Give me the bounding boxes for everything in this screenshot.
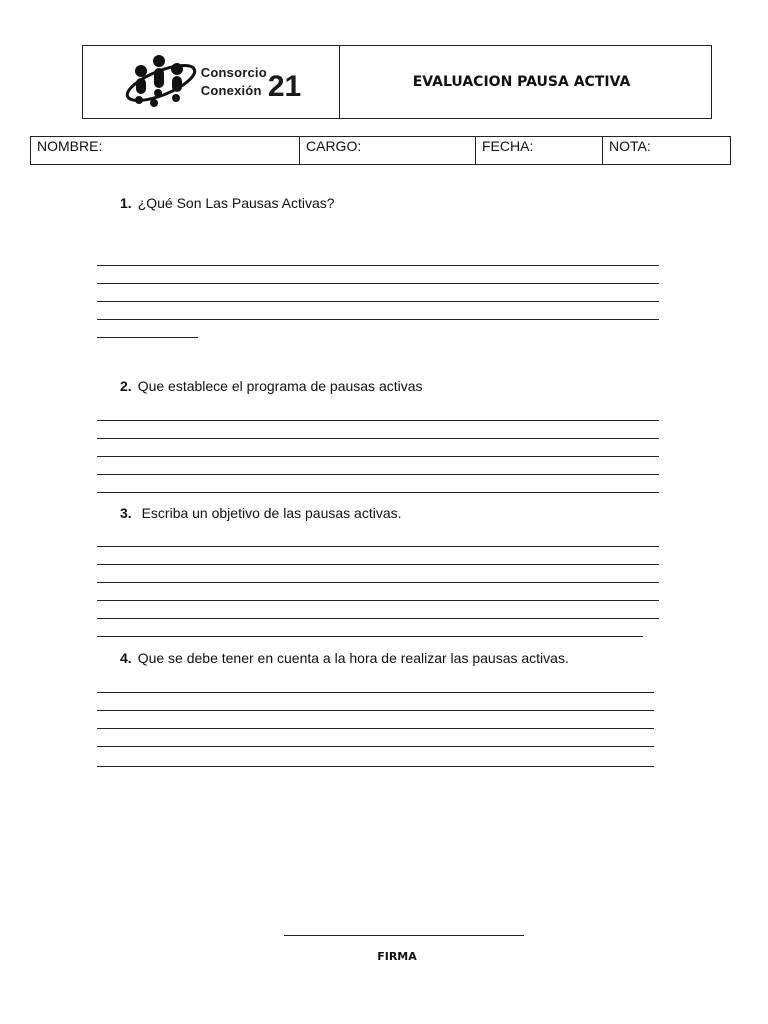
answer-line[interactable] [97,456,659,457]
question-number: 1. [120,195,132,211]
document-title: EVALUACION PAUSA ACTIVA [412,74,631,90]
answer-line[interactable] [97,766,654,767]
logo-text [201,64,267,100]
question-3 [120,505,402,521]
answer-line[interactable] [97,337,198,338]
fecha-field[interactable]: FECHA: [476,137,603,165]
answer-line[interactable] [97,319,659,320]
answer-line[interactable] [97,492,659,493]
header-box [82,45,712,119]
question-2 [120,378,423,394]
answer-line[interactable] [97,438,659,439]
info-table [30,136,731,165]
question-4 [120,650,569,666]
cargo-field[interactable]: CARGO: [300,137,476,165]
answer-line[interactable] [97,618,659,619]
answer-line[interactable] [97,420,659,421]
answer-line[interactable] [97,474,659,475]
nombre-field[interactable]: NOMBRE: [31,137,300,165]
answer-line[interactable] [97,582,659,583]
question-text: ¿Qué Son Las Pausas Activas? [137,195,335,211]
signature-line[interactable] [284,935,524,936]
question-text: Escriba un objetivo de las pausas activas. [137,505,402,521]
answer-line[interactable] [97,710,654,711]
people-logo-icon [121,51,199,113]
question-number: 3. [120,505,132,521]
answer-line[interactable] [97,301,659,302]
answer-line[interactable] [97,728,654,729]
answer-line[interactable] [97,265,659,266]
answer-line[interactable] [97,692,654,693]
logo-line2: Conexión [200,83,262,98]
company-logo [121,51,301,113]
answer-line[interactable] [97,283,659,284]
question-text: Que establece el programa de pausas activas [137,378,423,394]
answer-line[interactable] [97,564,659,565]
signature-label: FIRMA [377,950,417,963]
question-number: 4. [120,650,132,666]
logo-number: 21 [267,70,302,103]
question-text: Que se debe tener en cuenta a la hora de realizar las pausas activas. [137,650,569,666]
answer-line[interactable] [97,546,659,547]
answer-line[interactable] [97,600,659,601]
question-1 [120,195,335,211]
answer-line[interactable] [97,746,654,747]
nota-field[interactable]: NOTA: [603,137,731,165]
logo-cell [83,46,340,118]
answer-line[interactable] [97,636,643,637]
question-number: 2. [120,378,132,394]
logo-line1: Consorcio [200,65,267,80]
